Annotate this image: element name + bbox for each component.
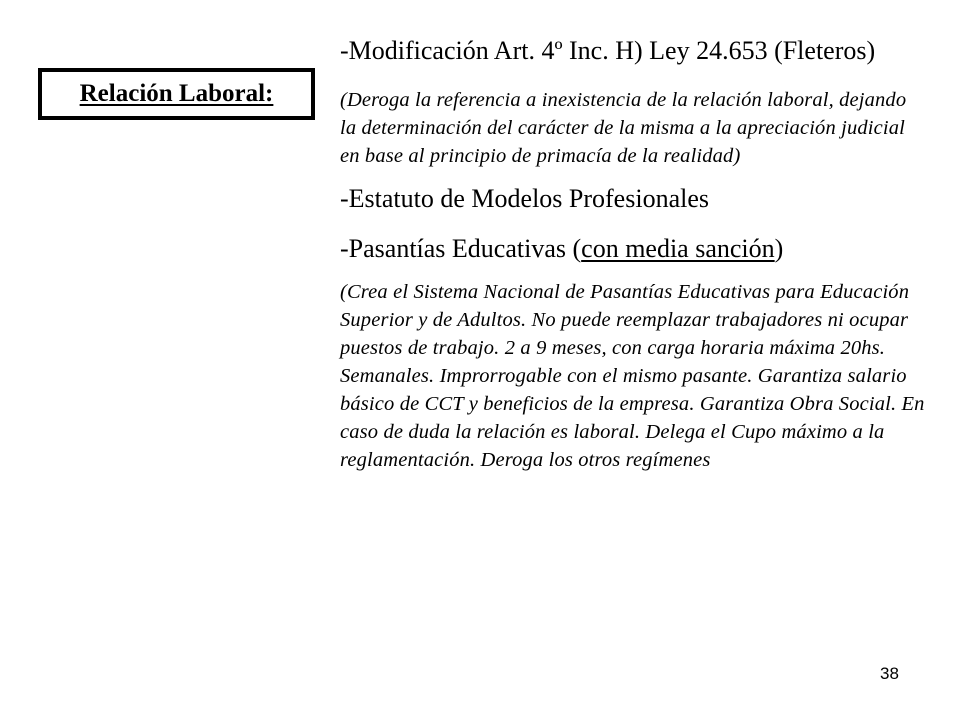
label-title: Relación Laboral: [79,80,274,107]
fleteros-note: (Deroga la referencia a inexistencia de la relación laboral, dejando la determinación del carácter de la misma a la apreciación judicial en base al principio de primacía de la realidad) [340,89,907,167]
pasantias-heading-prefix: -Pasantías Educativas ( [340,234,582,263]
pasantias-heading-suffix: ) [774,234,784,263]
label-box [38,68,315,120]
pasantias-note: (Crea el Sistema Nacional de Pasantías Educativas para Educación Superior y de Adultos. No puede reemplazar trabajadores ni ocupar puestos de trabajo. 2 a 9 meses, con carga horaria máxima 20hs. Semanales. Improrrogable con el mismo pasante. Garantiza salario básico de CCT y beneficios de la empresa. Garantiza Obra Social. En caso de duda la relación es laboral. Delega el Cupo máximo a la reglamentación. Deroga los otros regímenes [340,281,925,471]
pasantias-heading-underlined: con media sanción [581,234,775,263]
fleteros-heading: -Modificación Art. 4º Inc. H) Ley 24.653 (Fleteros) [340,36,876,65]
estatuto-heading: -Estatuto de Modelos Profesionales [340,184,709,213]
content-column [340,34,940,474]
pasantias-heading [340,232,940,266]
page-number: 38 [880,664,899,683]
